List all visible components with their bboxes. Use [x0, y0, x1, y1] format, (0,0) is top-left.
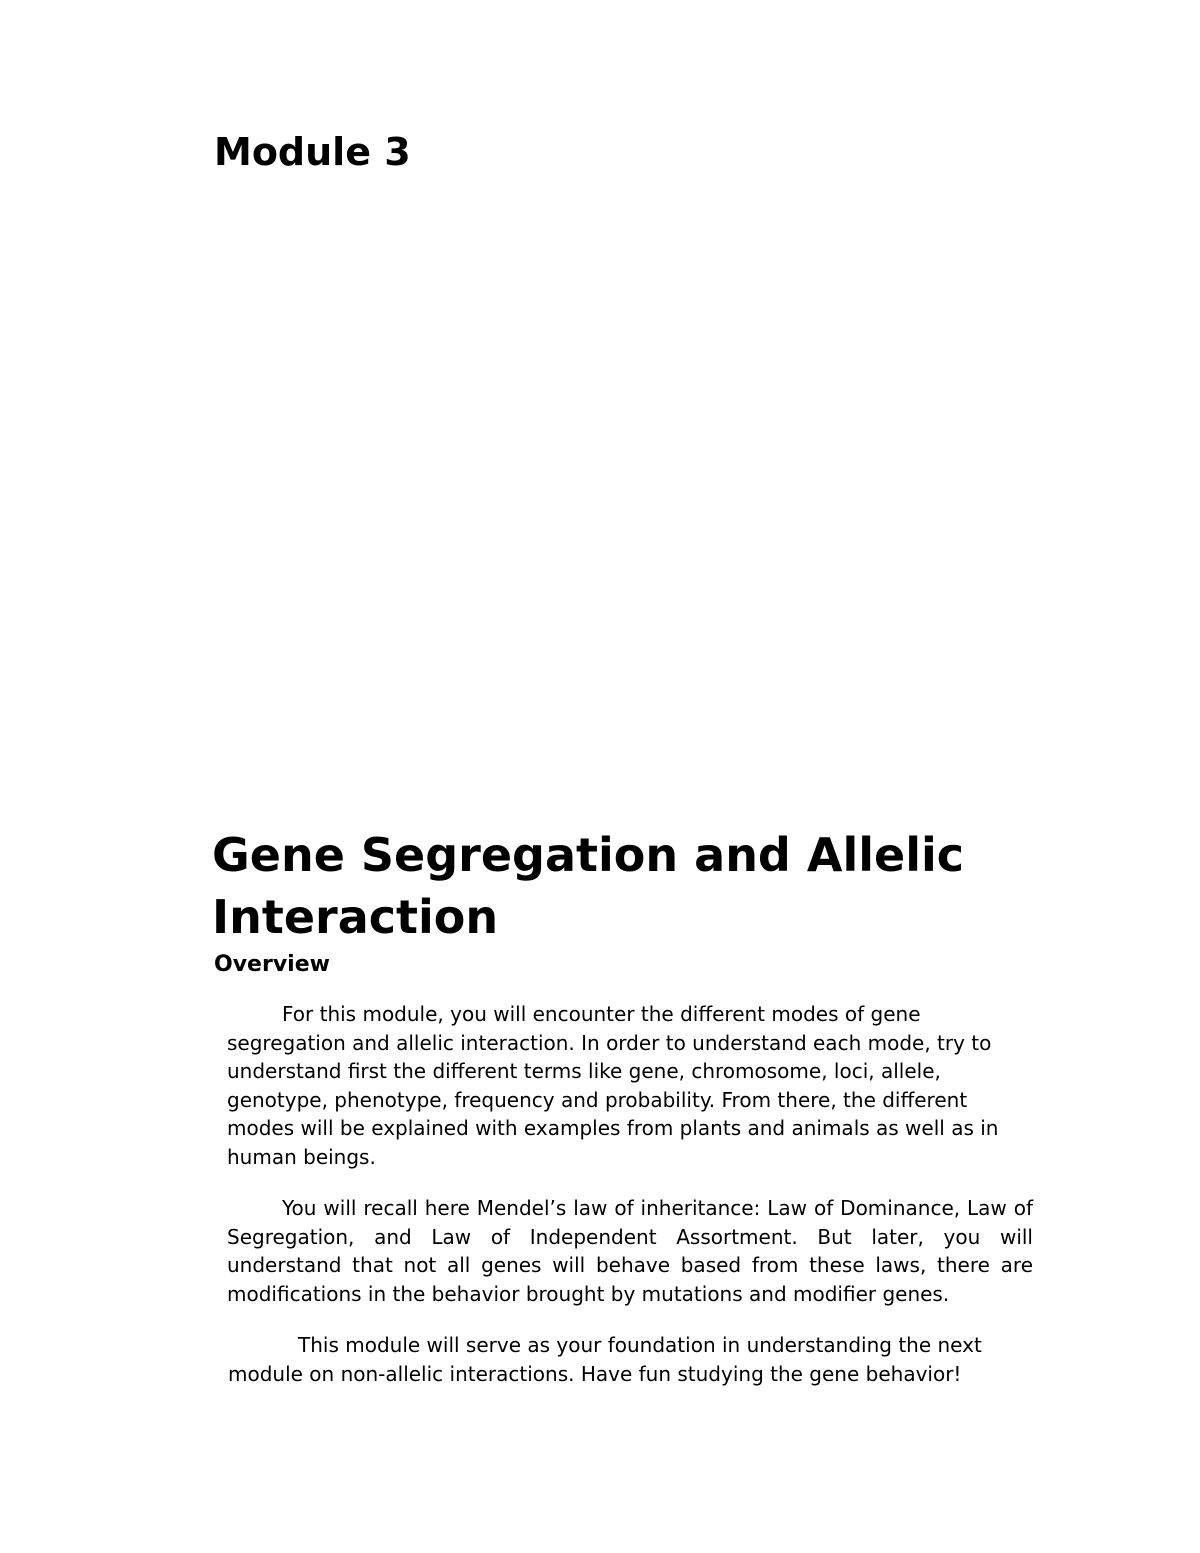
overview-paragraph-2: You will recall here Mendel’s law of inheritance: Law of Dominance, Law of Segregation, and Law of Independent Assortment. But later, you will understand that not all genes will behave based from these laws, there are modifications in the behavior brought by mutations and modifier genes.: [227, 1196, 1033, 1306]
chapter-title: Gene Segregation and Allelic Interaction: [212, 828, 965, 944]
overview-paragraph-3: This module will serve as your foundation in understanding the next module on non-allelic interactions. Have fun studying the gene behavior!: [228, 1333, 982, 1386]
module-content: [212, 824, 1042, 1388]
overview-heading: Overview: [214, 952, 330, 977]
overview-paragraph-1: For this module, you will encounter the different modes of gene segregation and allelic interaction. In order to understand each mode, try to understand first the different terms like gene, chromosome, loci, allele, genotype, phenotype, frequency and probability. From there, the different modes will be explained with examples from plants and animals as well as in human beings.: [227, 1002, 999, 1169]
module-label: Module 3: [214, 130, 411, 174]
